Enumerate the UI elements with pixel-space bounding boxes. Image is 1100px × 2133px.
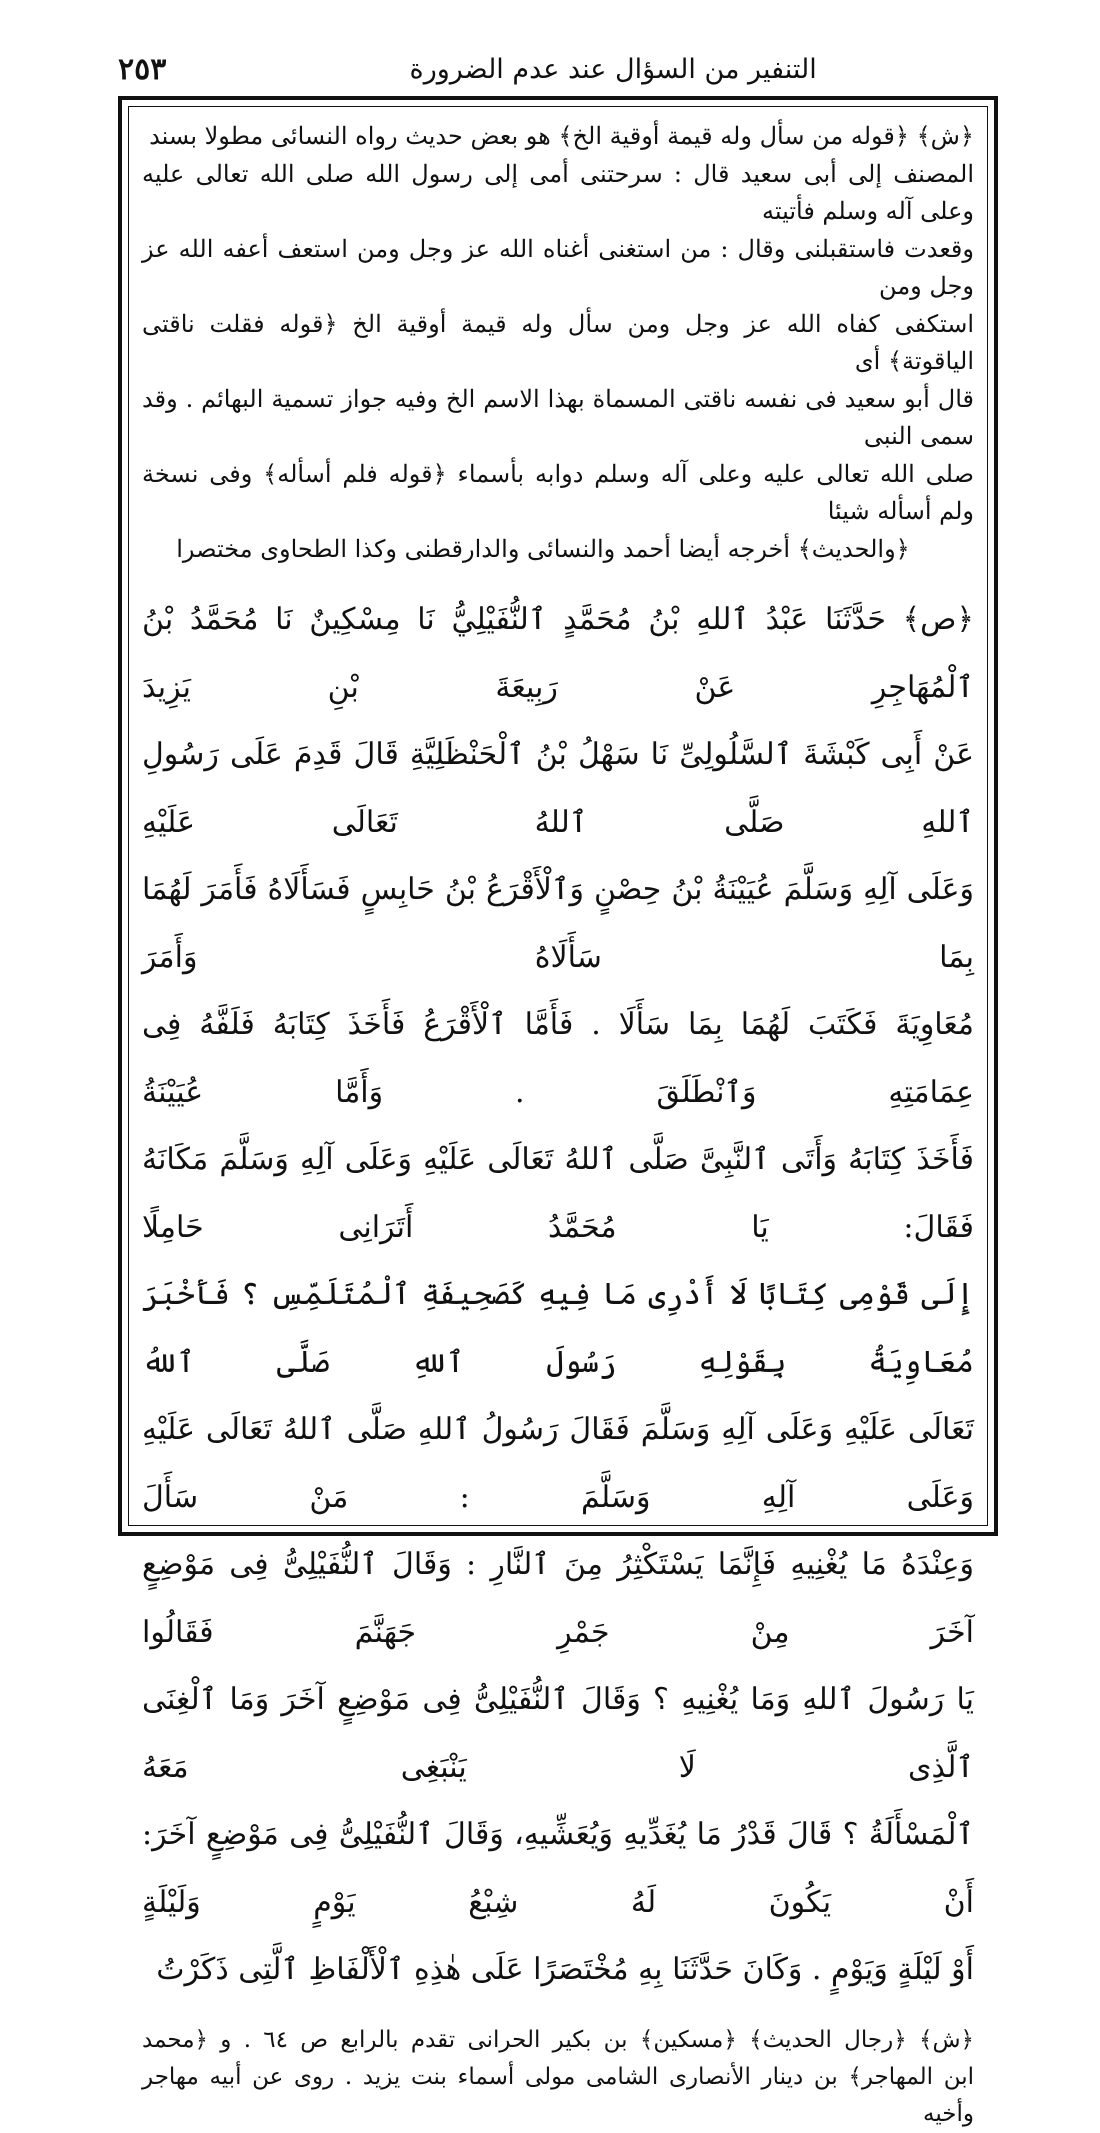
commentary-line: ﴿والحديث﴾ أخرجه أيضا أحمد والنسائى والدارقطنى وكذا الطحاوى مختصرا xyxy=(176,534,910,563)
commentary-line: قال أبو سعيد فى نفسه ناقتى المسماة بهذا الاسم الخ وفيه جواز تسمية البهائم . وقد سمى النبى xyxy=(142,384,974,450)
notes-line: ابن المهاجر﴾ بن دينار الأنصارى الشامى مولى أسماء بنت يزيد . روى عن أبيه مهاجر وأخيه xyxy=(142,2063,974,2127)
hadith-line: أَوْ لَيْلَةٍ وَيَوْمٍ . وَكَانَ حَدَّثَنَا بِهِ مُخْتَصَرًا عَلَى هٰذِهِ ٱلْأَلْفَاظِ ٱلَّتِى ذَكَرْتُ xyxy=(156,1952,974,1987)
commentary-block xyxy=(142,118,974,568)
hadith-line: ﴿ص﴾ حَدَّثَنَا عَبْدُ ٱللهِ بْنُ مُحَمَّدٍ ٱلنُّفَيْلِيُّ نَا مِسْكِينٌ نَا مُحَمَّدُ بْنُ ٱلْمُهَاجِرِ عَنْ رَبِيعَةَ بْنِ يَزِيدَ xyxy=(142,602,974,705)
narrators-notes xyxy=(142,2022,974,2133)
hadith-block xyxy=(142,586,974,2004)
hadith-line: تَعَالَى عَلَيْهِ وَعَلَى آلِهِ وَسَلَّمَ فَقَالَ رَسُولُ ٱللهِ صَلَّى ٱللهُ تَعَالَى عَلَيْهِ وَعَلَى آلِهِ وَسَلَّمَ : مَنْ سَأَلَ xyxy=(142,1412,974,1515)
hadith-line: ٱلْمَسْأَلَةُ ؟ قَالَ قَدْرُ مَا يُغَدِّيهِ وَيُعَشِّيهِ، وَقَالَ ٱلنُّفَيْلِىُّ فِى مَوْضِعٍ آخَرَ: أَنْ يَكُونَ لَهُ شِبْعُ يَوْمٍ وَلَيْلَةٍ xyxy=(142,1817,974,1920)
hadith-line: عَنْ أَبِى كَبْشَةَ ٱلسَّلُولِىِّ نَا سَهْلُ بْنُ ٱلْحَنْظَلِيَّةِ قَالَ قَدِمَ عَلَى رَسُولِ ٱللهِ صَلَّى ٱللهُ تَعَالَى عَلَيْهِ xyxy=(142,737,974,840)
hadith-line: مُعَاوِيَةَ فَكَتَبَ لَهُمَا بِمَا سَأَلَا . فَأَمَّا ٱلْأَقْرَعُ فَأَخَذَ كِتَابَهُ فَلَفَّهُ فِى عِمَامَتِهِ وَٱنْطَلَقَ . وَأَمَّا عُيَيْنَةُ xyxy=(142,1007,974,1110)
hadith-line: يَا رَسُولَ ٱللهِ وَمَا يُغْنِيهِ ؟ وَقَالَ ٱلنُّفَيْلِىُّ فِى مَوْضِعٍ آخَرَ وَمَا ٱلْغِنَى ٱلَّذِى لَا يَنْبَغِى مَعَهُ xyxy=(142,1682,974,1785)
commentary-line: وقعدت فاستقبلنى وقال : من استغنى أغناه الله عز وجل ومن استعف أعفه الله عز وجل ومن xyxy=(142,234,974,300)
notes-line: ﴿ش﴾ ﴿رجال الحديث﴾ ﴿مسكين﴾ بن بكير الحرانى تقدم بالرابع ص ٦٤ . و ﴿محمد xyxy=(142,2026,974,2053)
hadith-line: وَعِنْدَهُ مَا يُغْنِيهِ فَإِنَّمَا يَسْتَكْثِرُ مِنَ ٱلنَّارِ : وَقَالَ ٱلنُّفَيْلِىُّ فِى مَوْضِعٍ آخَرَ مِنْ جَمْرِ جَهَنَّمَ فَقَالُوا xyxy=(142,1547,974,1650)
commentary-line: استكفى كفاه الله عز وجل ومن سأل وله قيمة أوقية الخ ﴿قوله فقلت ناقتى الياقوتة﴾ أى xyxy=(142,309,974,375)
commentary-line: صلى الله تعالى عليه وعلى آله وسلم دوابه بأسماء ﴿قوله فلم أسأله﴾ وفى نسخة ولم أسأله شيئا xyxy=(142,459,974,525)
running-title: التنفير من السؤال عند عدم الضرورة xyxy=(409,53,817,85)
hadith-line: فَأَخَذَ كِتَابَهُ وَأَتَى ٱلنَّبِىَّ صَلَّى ٱللهُ تَعَالَى عَلَيْهِ وَعَلَى آلِهِ وَسَلَّمَ مَكَانَهُ فَقَالَ: يَا مُحَمَّدُ أَتَرَانِى حَامِلًا xyxy=(142,1142,974,1245)
hadith-line: إِلَى قَوْمِى كِتَابًا لَا أَدْرِى مَا فِيهِ كَصَحِيفَةِ ٱلْمُتَلَمِّسِ ؟ فَأَخْبَرَ مُعَاوِيَةُ بِقَوْلِهِ رَسُولَ ٱللهِ صَلَّى ٱللهُ xyxy=(142,1277,974,1380)
hadith-line: وَعَلَى آلِهِ وَسَلَّمَ عُيَيْنَةُ بْنُ حِصْنٍ وَٱلْأَقْرَعُ بْنُ حَابِسٍ فَسَأَلَاهُ فَأَمَرَ لَهُمَا بِمَا سَأَلَاهُ وَأَمَرَ xyxy=(142,872,974,975)
commentary-line: ﴿ش﴾ ﴿قوله من سأل وله قيمة أوقية الخ﴾ هو بعض حديث رواه النسائى مطولا بسند xyxy=(149,122,974,150)
page-body xyxy=(142,118,974,2133)
commentary-line: المصنف إلى أبى سعيد قال : سرحتنى أمى إلى رسول الله صلى الله تعالى عليه وعلى آله وسلم فأتيته xyxy=(142,159,974,225)
page-header xyxy=(118,44,950,94)
page-number: ٢٥٣ xyxy=(118,51,167,87)
